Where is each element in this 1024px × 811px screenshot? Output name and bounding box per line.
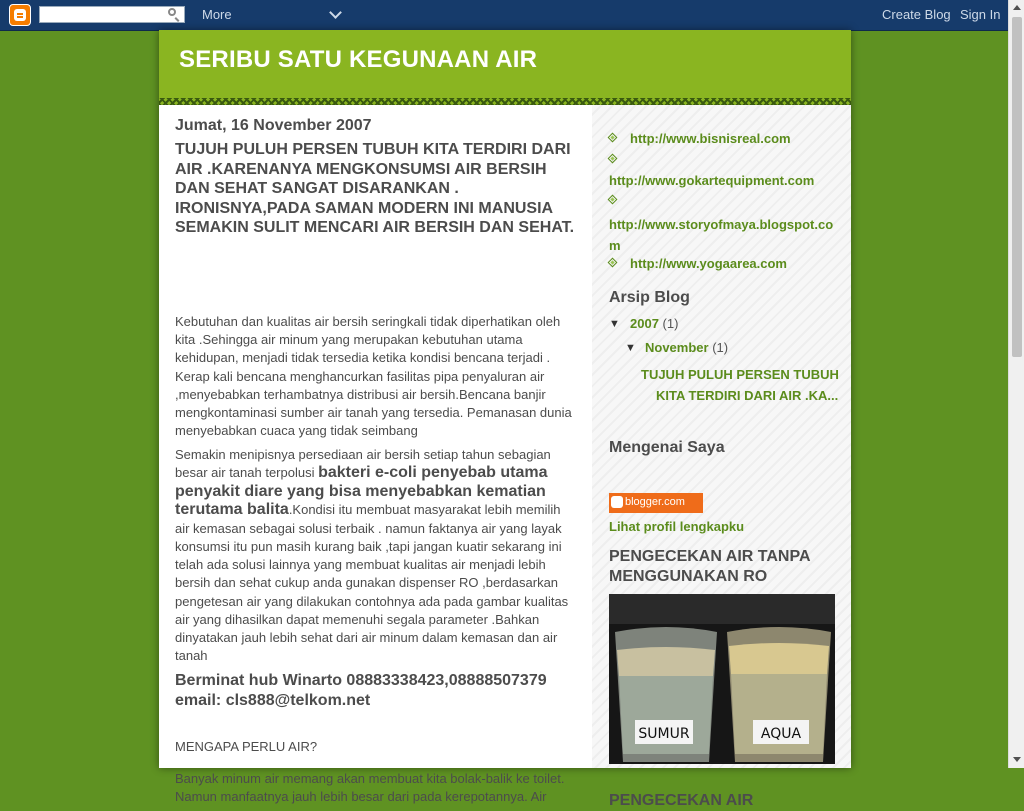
blog-header xyxy=(159,30,851,98)
link-bullet-icon xyxy=(608,133,618,143)
archive-year-count: (1) xyxy=(662,316,679,331)
glass-label-aqua: AQUA xyxy=(760,726,802,742)
link-bullet-icon xyxy=(608,258,618,268)
more-menu[interactable]: More xyxy=(202,7,232,22)
post-title: TUJUH PULUH PERSEN TUBUH KITA TERDIRI DARI AIR .KARENANYA MENGKONSUMSI AIR BERSIH DAN SEHAT SANGAT DISARANKAN . IRONISNYA,PADA SAMAN MODERN INI MANUSIA SEMAKIN SULIT MENCARI AIR BERSIH DAN SEHAT. xyxy=(175,141,575,236)
archive-month[interactable] xyxy=(645,340,728,355)
sidebar-link-yogaarea[interactable]: http://www.yogaarea.com xyxy=(630,256,787,271)
archive-month-label[interactable]: November xyxy=(645,340,709,355)
sidebar xyxy=(592,105,851,809)
link-bullet-icon xyxy=(608,195,618,205)
search-icon[interactable] xyxy=(168,8,176,16)
blog-title[interactable]: SERIBU SATU KEGUNAAN AIR xyxy=(179,46,538,73)
expand-toggle-icon[interactable]: ▼ xyxy=(609,318,620,330)
header-border-pattern xyxy=(159,98,851,105)
post-paragraph-3: Banyak minum air memang akan membuat kita bolak-balik ke toilet. Namun manfaatnya jauh lebih besar dari pada kerepotannya. Air xyxy=(175,771,565,805)
paragraph-2-start: Semakin menipisnya persediaan air bersih setiap tahun sebagian besar air tanah terpolusi xyxy=(175,447,551,481)
about-heading: Mengenai Saya xyxy=(609,439,725,456)
blogger-icon xyxy=(611,496,623,508)
next-heading: PENGECEKAN AIR xyxy=(609,792,754,809)
profile-badge[interactable] xyxy=(609,493,703,513)
search-input[interactable] xyxy=(39,6,185,23)
sidebar-link-gokartequipment[interactable]: http://www.gokartequipment.com xyxy=(609,173,815,188)
archive-month-count: (1) xyxy=(712,340,729,355)
sidebar-link-bisnisreal[interactable]: http://www.bisnisreal.com xyxy=(630,131,791,146)
contact-info: Berminat hub Winarto 08883338423,08888507379 email: cls888@telkom.net xyxy=(175,672,547,709)
scroll-up-icon[interactable] xyxy=(1013,5,1021,10)
scrollbar-thumb[interactable] xyxy=(1012,17,1022,357)
sidebar-link-storyofmaya[interactable]: http://www.storyofmaya.blogspot.com xyxy=(609,217,834,253)
water-glasses-illustration xyxy=(609,594,835,764)
expand-toggle-icon[interactable]: ▼ xyxy=(625,342,636,354)
create-blog-link[interactable]: Create Blog xyxy=(882,7,951,22)
archive-year-label[interactable]: 2007 xyxy=(630,316,659,331)
view-profile-link[interactable]: Lihat profil lengkapku xyxy=(609,519,745,534)
sign-in-link[interactable]: Sign In xyxy=(960,7,1001,22)
scroll-down-icon[interactable] xyxy=(1013,757,1021,762)
blogger-logo-icon[interactable] xyxy=(9,4,31,26)
water-test-photo[interactable] xyxy=(609,594,835,764)
post-paragraph-1: Kebutuhan dan kualitas air bersih seringkali tidak diperhatikan oleh kita .Sehingga air minum yang merupakan kebutuhan utama kehidupan, menjadi tidak tersedia ketika kondisi bencana terjadi . Kerap kali bencana menghancurkan fasilitas pipa penyaluran air ,menyebabkan terhambatnya distribusi air bersih.Bencana banjir mengkontaminasi sumber air tanah yang tersedia. Pemanasan dunia menyebabkan cuaca yang tidak seimbang xyxy=(175,314,572,439)
blogger-navbar xyxy=(0,0,1008,31)
archive-post-link[interactable]: TUJUH PULUH PERSEN TUBUH KITA TERDIRI DARI AIR .KA... xyxy=(641,367,839,403)
ro-heading: PENGECEKAN AIR TANPA MENGGUNAKAN RO xyxy=(609,548,810,585)
profile-badge-label: blogger.com xyxy=(625,496,685,508)
post-paragraph-2 xyxy=(175,446,575,665)
vertical-scrollbar[interactable] xyxy=(1008,0,1024,768)
paragraph-2-end: .Kondisi itu membuat masyarakat lebih memilih air kemasan sebagai solusi terbaik . namun faktanya air yang layak konsumsi itu pun masih kurang baik ,tapi jangan kuatir sekarang ini telah ada solusi lainnya yang membuat kualitas air menjadi lebih bersih dan sehat cukup anda gunakan dispenser RO ,berdasarkan pengetesan air yang dilakukan contohnya ada pada gambar kualitas air yang dihasilkan dapat memenuhi segala parameter .Bahkan dinyatakan jauh lebih sehat dari air minum dalam kemasan dan air tanah xyxy=(175,502,569,664)
archive-year[interactable] xyxy=(630,316,678,331)
paragraph-2-bold: bakteri e-coli penyebab utama penyakit diare yang bisa menyebabkan kematian terutama balita xyxy=(175,464,548,519)
post-subheading: MENGAPA PERLU AIR? xyxy=(175,739,318,754)
post-date: Jumat, 16 November 2007 xyxy=(175,117,372,134)
main-column xyxy=(159,105,592,805)
archive-heading: Arsip Blog xyxy=(609,289,690,306)
glass-label-sumur: SUMUR xyxy=(638,726,690,742)
chevron-down-icon[interactable] xyxy=(329,6,342,19)
page-container xyxy=(159,30,851,809)
link-bullet-icon xyxy=(608,154,618,164)
